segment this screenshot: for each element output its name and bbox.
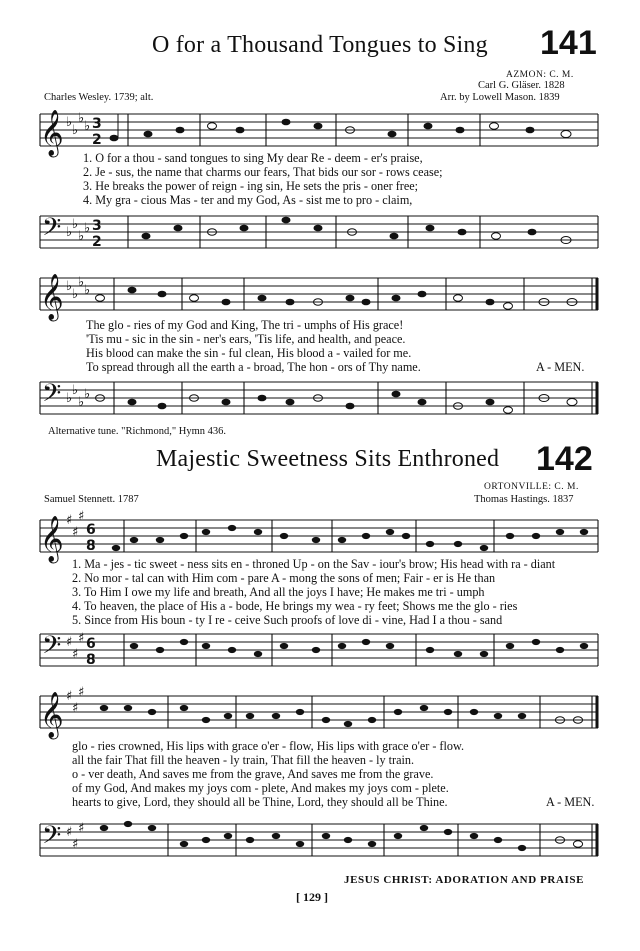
verse-line: 'Tis mu - sic in the sin - ner's ears, 'Tis life, and health, and peace. bbox=[86, 332, 406, 346]
svg-text:♭: ♭ bbox=[84, 221, 91, 236]
svg-text:♭: ♭ bbox=[78, 395, 85, 410]
svg-text:♯: ♯ bbox=[72, 647, 79, 662]
svg-text:𝄢: 𝄢 bbox=[42, 821, 62, 856]
svg-text:♭: ♭ bbox=[84, 387, 91, 402]
hymn-141-title: O for a Thousand Tongues to Sing bbox=[152, 32, 488, 58]
svg-text:2: 2 bbox=[92, 132, 102, 148]
verse-line: The glo - ries of my God and King, The tri - umphs of His grace! bbox=[86, 318, 404, 332]
hymn-141-tune: AZMON: C. M. bbox=[506, 70, 574, 80]
svg-text:♯: ♯ bbox=[78, 821, 85, 836]
svg-text:♯: ♯ bbox=[66, 825, 73, 840]
svg-text:♭: ♭ bbox=[66, 391, 73, 406]
svg-text:𝄞: 𝄞 bbox=[40, 274, 64, 320]
svg-text:𝄞: 𝄞 bbox=[40, 692, 64, 738]
svg-text:6: 6 bbox=[86, 522, 96, 538]
verse-line: 3. He breaks the power of reign - ing sin, He sets the pris - oner free; bbox=[83, 179, 419, 193]
svg-text:♭: ♭ bbox=[66, 225, 73, 240]
svg-text:♭: ♭ bbox=[78, 111, 85, 126]
verse-line: 1. Ma - jes - tic sweet - ness sits en - throned Up - on the Sav - iour's brow; His head with ra - diant bbox=[72, 557, 556, 571]
svg-text:♯: ♯ bbox=[78, 509, 85, 524]
verse-line: o - ver death, And saves me from the grave, And saves me from the grave. bbox=[72, 767, 434, 781]
hymn-142-system-1-bass bbox=[0, 624, 640, 684]
svg-text:♯: ♯ bbox=[66, 513, 73, 528]
svg-text:𝄞: 𝄞 bbox=[40, 110, 64, 156]
svg-text:♯: ♯ bbox=[72, 837, 79, 852]
svg-text:♯: ♯ bbox=[66, 635, 73, 650]
hymn-141-number: 141 bbox=[540, 24, 597, 62]
hymn-141-system-1-bass bbox=[0, 206, 640, 266]
verse-line: To spread through all the earth a - broad, The hon - ors of Thy name. bbox=[86, 360, 421, 374]
hymn-141-system-2-bass bbox=[0, 372, 640, 432]
verse-line: hearts to give, Lord, they should all be Thine, Lord, they should all be Thine. bbox=[72, 795, 448, 809]
svg-text:𝄢: 𝄢 bbox=[42, 213, 62, 248]
svg-text:3: 3 bbox=[92, 218, 102, 234]
verse-line: 2. Je - sus, the name that charms our fears, That bids our sor - rows cease; bbox=[83, 165, 443, 179]
svg-text:♭: ♭ bbox=[72, 383, 79, 398]
svg-text:♭: ♭ bbox=[78, 229, 85, 244]
hymn-142-system-2-treble bbox=[0, 686, 640, 746]
svg-text:2: 2 bbox=[92, 234, 102, 250]
hymn-141-verses-system-2 bbox=[86, 318, 421, 374]
svg-text:♭: ♭ bbox=[84, 283, 91, 298]
hymn-142-composer: Thomas Hastings. 1837 bbox=[474, 494, 574, 505]
svg-text:♭: ♭ bbox=[72, 123, 79, 138]
verse-line: glo - ries crowned, His lips with grace o'er - flow, His lips with grace o'er - flow. bbox=[72, 739, 465, 753]
verse-line: His blood can make the sin - ful clean, His blood a - vailed for me. bbox=[86, 346, 412, 360]
hymn-141-author: Charles Wesley. 1739; alt. bbox=[44, 92, 154, 103]
svg-text:♭: ♭ bbox=[72, 287, 79, 302]
hymn-142-tune: ORTONVILLE: C. M. bbox=[484, 482, 579, 492]
hymn-142-title: Majestic Sweetness Sits Enthroned bbox=[156, 446, 500, 472]
verse-line: 1. O for a thou - sand tongues to sing My dear Re - deem - er's praise, bbox=[83, 151, 423, 165]
hymn-142-number: 142 bbox=[536, 440, 593, 478]
hymn-142-verses-system-2 bbox=[72, 739, 464, 809]
verse-line: 5. Since from His boun - ty I re - ceive Such proofs of love di - vine, Had I a thou - sand bbox=[72, 613, 503, 627]
svg-text:♯: ♯ bbox=[72, 701, 79, 716]
svg-text:8: 8 bbox=[86, 652, 96, 668]
svg-text:𝄢: 𝄢 bbox=[42, 631, 62, 666]
svg-text:8: 8 bbox=[86, 538, 96, 554]
svg-text:♭: ♭ bbox=[72, 217, 79, 232]
hymn-141-arranger: Arr. by Lowell Mason. 1839 bbox=[440, 92, 560, 103]
hymn-142-author: Samuel Stennett. 1787 bbox=[44, 494, 139, 505]
svg-text:♯: ♯ bbox=[66, 689, 73, 704]
verse-line: all the fair That fill the heaven - ly train, That fill the heaven - ly train. bbox=[72, 753, 415, 767]
hymn-141-amen: A - MEN. bbox=[536, 360, 585, 374]
svg-text:♯: ♯ bbox=[72, 525, 79, 540]
svg-text:♯: ♯ bbox=[78, 631, 85, 646]
hymn-141-alternative-tune: Alternative tune. "Richmond," Hymn 436. bbox=[48, 426, 227, 437]
svg-text:♭: ♭ bbox=[66, 115, 73, 130]
svg-text:♭: ♭ bbox=[66, 279, 73, 294]
svg-text:𝄞: 𝄞 bbox=[40, 516, 64, 562]
svg-text:♭: ♭ bbox=[78, 275, 85, 290]
svg-text:♭: ♭ bbox=[84, 119, 91, 134]
svg-text:♯: ♯ bbox=[78, 685, 85, 700]
hymn-142-system-2-bass bbox=[0, 814, 640, 874]
hymn-142-verses-system-1 bbox=[72, 557, 555, 627]
verse-line: of my God, And makes my joys com - plete, And makes my joys com - plete. bbox=[72, 781, 449, 795]
svg-text:𝄢: 𝄢 bbox=[42, 379, 62, 414]
svg-text:3: 3 bbox=[92, 116, 102, 132]
verse-line: 4. My gra - cious Mas - ter and my God, As - sist me to pro - claim, bbox=[83, 193, 413, 207]
hymn-141-verses-system-1 bbox=[83, 151, 443, 207]
verse-line: 3. To Him I owe my life and breath, And all the joys I have; He makes me tri - umph bbox=[72, 585, 485, 599]
hymn-142-amen: A - MEN. bbox=[546, 795, 595, 809]
verse-line: 2. No mor - tal can with Him com - pare A - mong the sons of men; Fair - er is He than bbox=[72, 571, 496, 585]
hymn-141-composer: Carl G. Gläser. 1828 bbox=[478, 80, 565, 91]
svg-text:6: 6 bbox=[86, 636, 96, 652]
verse-line: 4. To heaven, the place of His a - bode, He brings my wea - ry feet; Shows me the glo - ries bbox=[72, 599, 518, 613]
page-number: [ 129 ] bbox=[296, 890, 328, 904]
section-heading: JESUS CHRIST: ADORATION AND PRAISE bbox=[344, 874, 585, 886]
